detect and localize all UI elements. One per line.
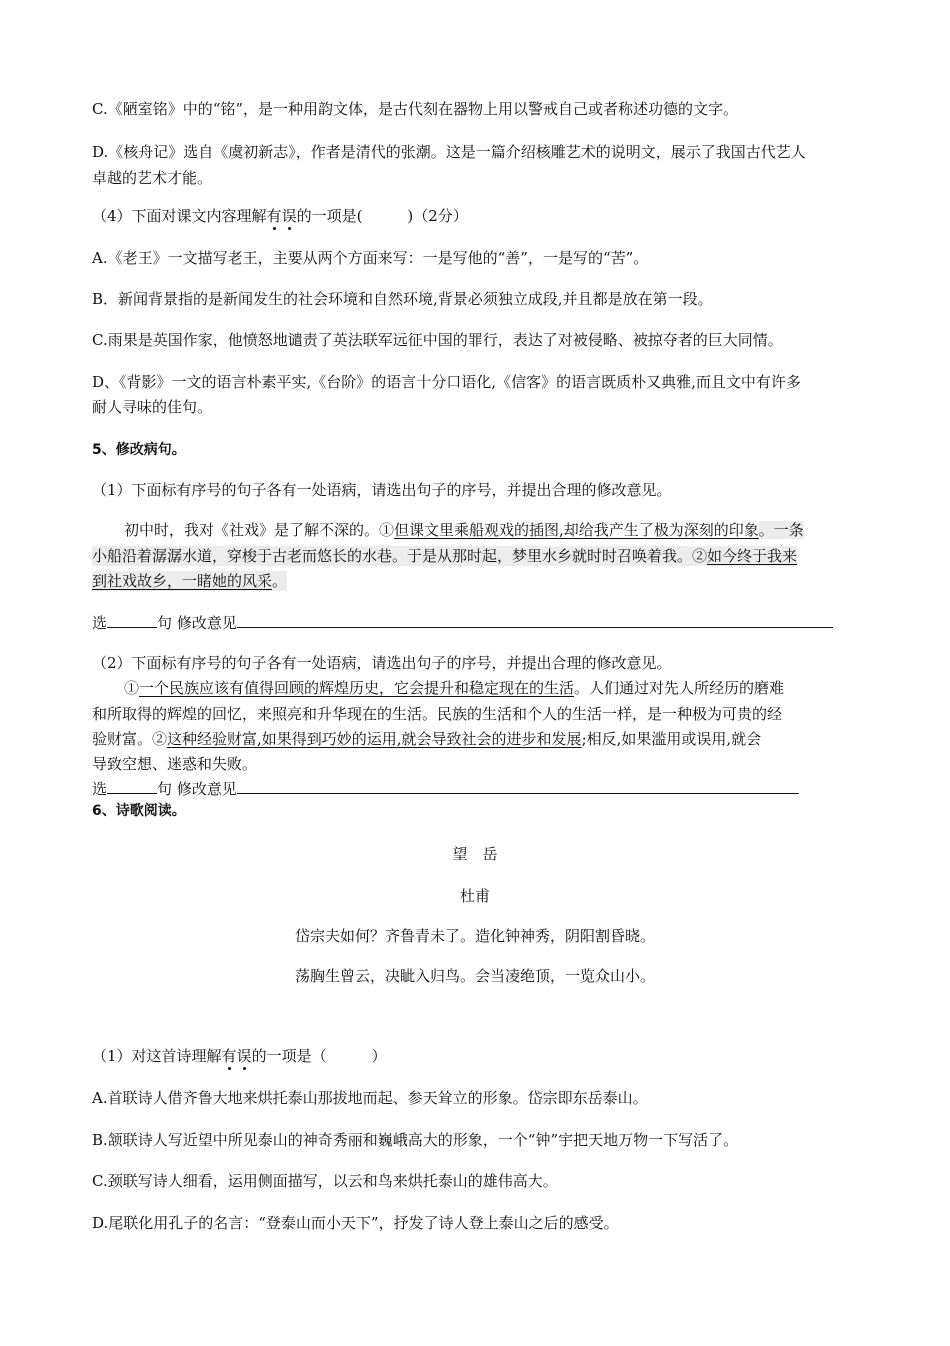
q6-option-c: C.颈联写诗人细看，运用侧面描写，以云和鸟来烘托泰山的雄伟高大。 <box>92 1172 558 1190</box>
q6-stem-post: 的一项是（ ） <box>251 1047 387 1065</box>
poem-author: 杜甫 <box>459 887 490 905</box>
q6-option-b: B.颔联诗人写近望中所见泰山的神奇秀丽和巍峨高大的形象，一个“钟”宇把天地万物一下写活了。 <box>92 1131 739 1149</box>
answer-label: 句 <box>157 614 173 632</box>
q4-option-d-line2: 耐人寻味的佳句。 <box>92 398 213 416</box>
q5-part2-stem: （2）下面标有序号的句子各有一处语病，请选出句子的序号，并提出合理的修改意见。 <box>92 654 672 672</box>
q3-option-d-line1: D.《核舟记》选自《虞初新志》，作者是清代的张潮。这是一篇介绍核雕艺术的说明文，展示了我国古代艺人 <box>92 143 806 161</box>
poem-line-2: 荡胸生曾云，决眦入归鸟。会当凌绝顶，一览众山小。 <box>294 967 655 985</box>
answer-label: 修改意见 <box>176 614 237 632</box>
q5-passage1-line2 <box>92 546 797 566</box>
answer-label: 选 <box>92 614 108 632</box>
q3-option-d-line2: 卓越的艺术才能。 <box>92 169 213 187</box>
q5-passage2-line3 <box>92 729 761 749</box>
q4-option-d-line1: D、《背影》一文的语言朴素平实,《台阶》的语言十分口语化,《信客》的语言既质朴又典雅,而且文中有许多 <box>92 373 801 391</box>
q4-option-b: B．新闻背景指的是新闻发生的社会环境和自然环境,背景必须独立成段,并且都是放在第一段。 <box>92 290 713 308</box>
q5-passage1-line1 <box>124 520 804 540</box>
passage-text: ;相反,如果滥用或误用,就会 <box>581 730 762 748</box>
revision-opinion-blank[interactable] <box>237 612 833 628</box>
passage-text: 验财富。② <box>92 730 168 748</box>
underlined-sentence-2: 如今终于我来 <box>707 547 798 565</box>
q4-stem-pre: （4）下面对课文内容理解 <box>92 207 267 225</box>
q5-passage2-line1 <box>124 678 784 698</box>
passage-text: 。一条 <box>758 521 804 539</box>
poem-line-1: 岱宗夫如何？齐鲁青未了。造化钟神秀，阴阳割昏晓。 <box>294 927 655 945</box>
passage-text: 小船沿着潺潺水道，穿梭于古老而悠长的水巷。于是从那时起，梦里水乡就时时召唤着我。② <box>92 547 708 565</box>
q6-stem-pre: （1）对这首诗理解 <box>92 1047 222 1065</box>
passage-text: ① <box>124 679 140 697</box>
q5-heading: 5、修改病句。 <box>92 442 186 458</box>
q5-answer-line1 <box>92 612 833 633</box>
q4-stem <box>92 206 468 226</box>
q5-passage2-line2: 和所取得的辉煌的回忆，来照亮和升华现在的生活。民族的生活和个人的生活一样，是一种极为可贵的经 <box>92 705 783 723</box>
q4-option-a: A.《老王》一文描写老王，主要从两个方面来写：一是写他的“善”，一是写的“苦”。 <box>92 249 649 267</box>
emphasis-char: 误 <box>236 1047 252 1065</box>
passage-text: 。人们通过对先人所经历的磨难 <box>574 679 785 697</box>
revision-opinion-blank[interactable] <box>237 778 799 794</box>
q5-passage1-line3 <box>92 571 287 591</box>
q4-option-c: C.雨果是英国作家，他愤怒地谴责了英法联军远征中国的罪行，表达了对被侵略、被掠夺者的巨大同情。 <box>92 331 783 349</box>
q6-option-a: A.首联诗人借齐鲁大地来烘托泰山那拔地而起、参天耸立的形象。岱宗即东岳泰山。 <box>92 1089 648 1107</box>
q6-option-d: D.尾联化用孔子的名言：“登泰山而小天下”，抒发了诗人登上泰山之后的感受。 <box>92 1214 619 1232</box>
q3-option-c: C.《陋室铭》中的“铭”，是一种用韵文体，是古代刻在器物上用以警戒自己或者称述功德的文字。 <box>92 100 739 118</box>
sentence-number-blank[interactable] <box>107 778 157 794</box>
emphasis-char: 有 <box>266 207 282 225</box>
q5-answer-line2 <box>92 778 799 799</box>
q6-stem <box>92 1046 387 1066</box>
answer-label: 选 <box>92 780 108 798</box>
q5-passage2-line4: 导致空想、迷惑和失败。 <box>92 755 258 773</box>
q5-part1-stem: （1）下面标有序号的句子各有一处语病，请选出句子的序号，并提出合理的修改意见。 <box>92 481 672 499</box>
underlined-sentence-1: 但课文里乘船观戏的插图,却给我产生了极为深刻的印象 <box>394 521 759 539</box>
underlined-sentence-2-cont: 到社戏故乡，一睹她的风采 <box>92 572 273 590</box>
passage-text: 初中时，我对《社戏》是了解不深的。① <box>124 521 395 539</box>
q4-stem-post: 的一项是( )（2分） <box>296 207 468 225</box>
poem-title: 望 岳 <box>452 845 498 863</box>
answer-label: 句 <box>157 780 173 798</box>
q6-heading: 6、诗歌阅读。 <box>92 803 186 819</box>
underlined-sentence-1: 一个民族应该有值得回顾的辉煌历史，它会提升和稳定现在的生活 <box>139 679 575 697</box>
answer-label: 修改意见 <box>176 780 237 798</box>
emphasis-char: 有 <box>221 1047 237 1065</box>
emphasis-char: 误 <box>281 207 297 225</box>
underlined-sentence-2: 这种经验财富,如果得到巧妙的运用,就会导致社会的进步和发展 <box>167 730 582 748</box>
passage-text: 。 <box>272 572 288 590</box>
sentence-number-blank[interactable] <box>107 612 157 628</box>
